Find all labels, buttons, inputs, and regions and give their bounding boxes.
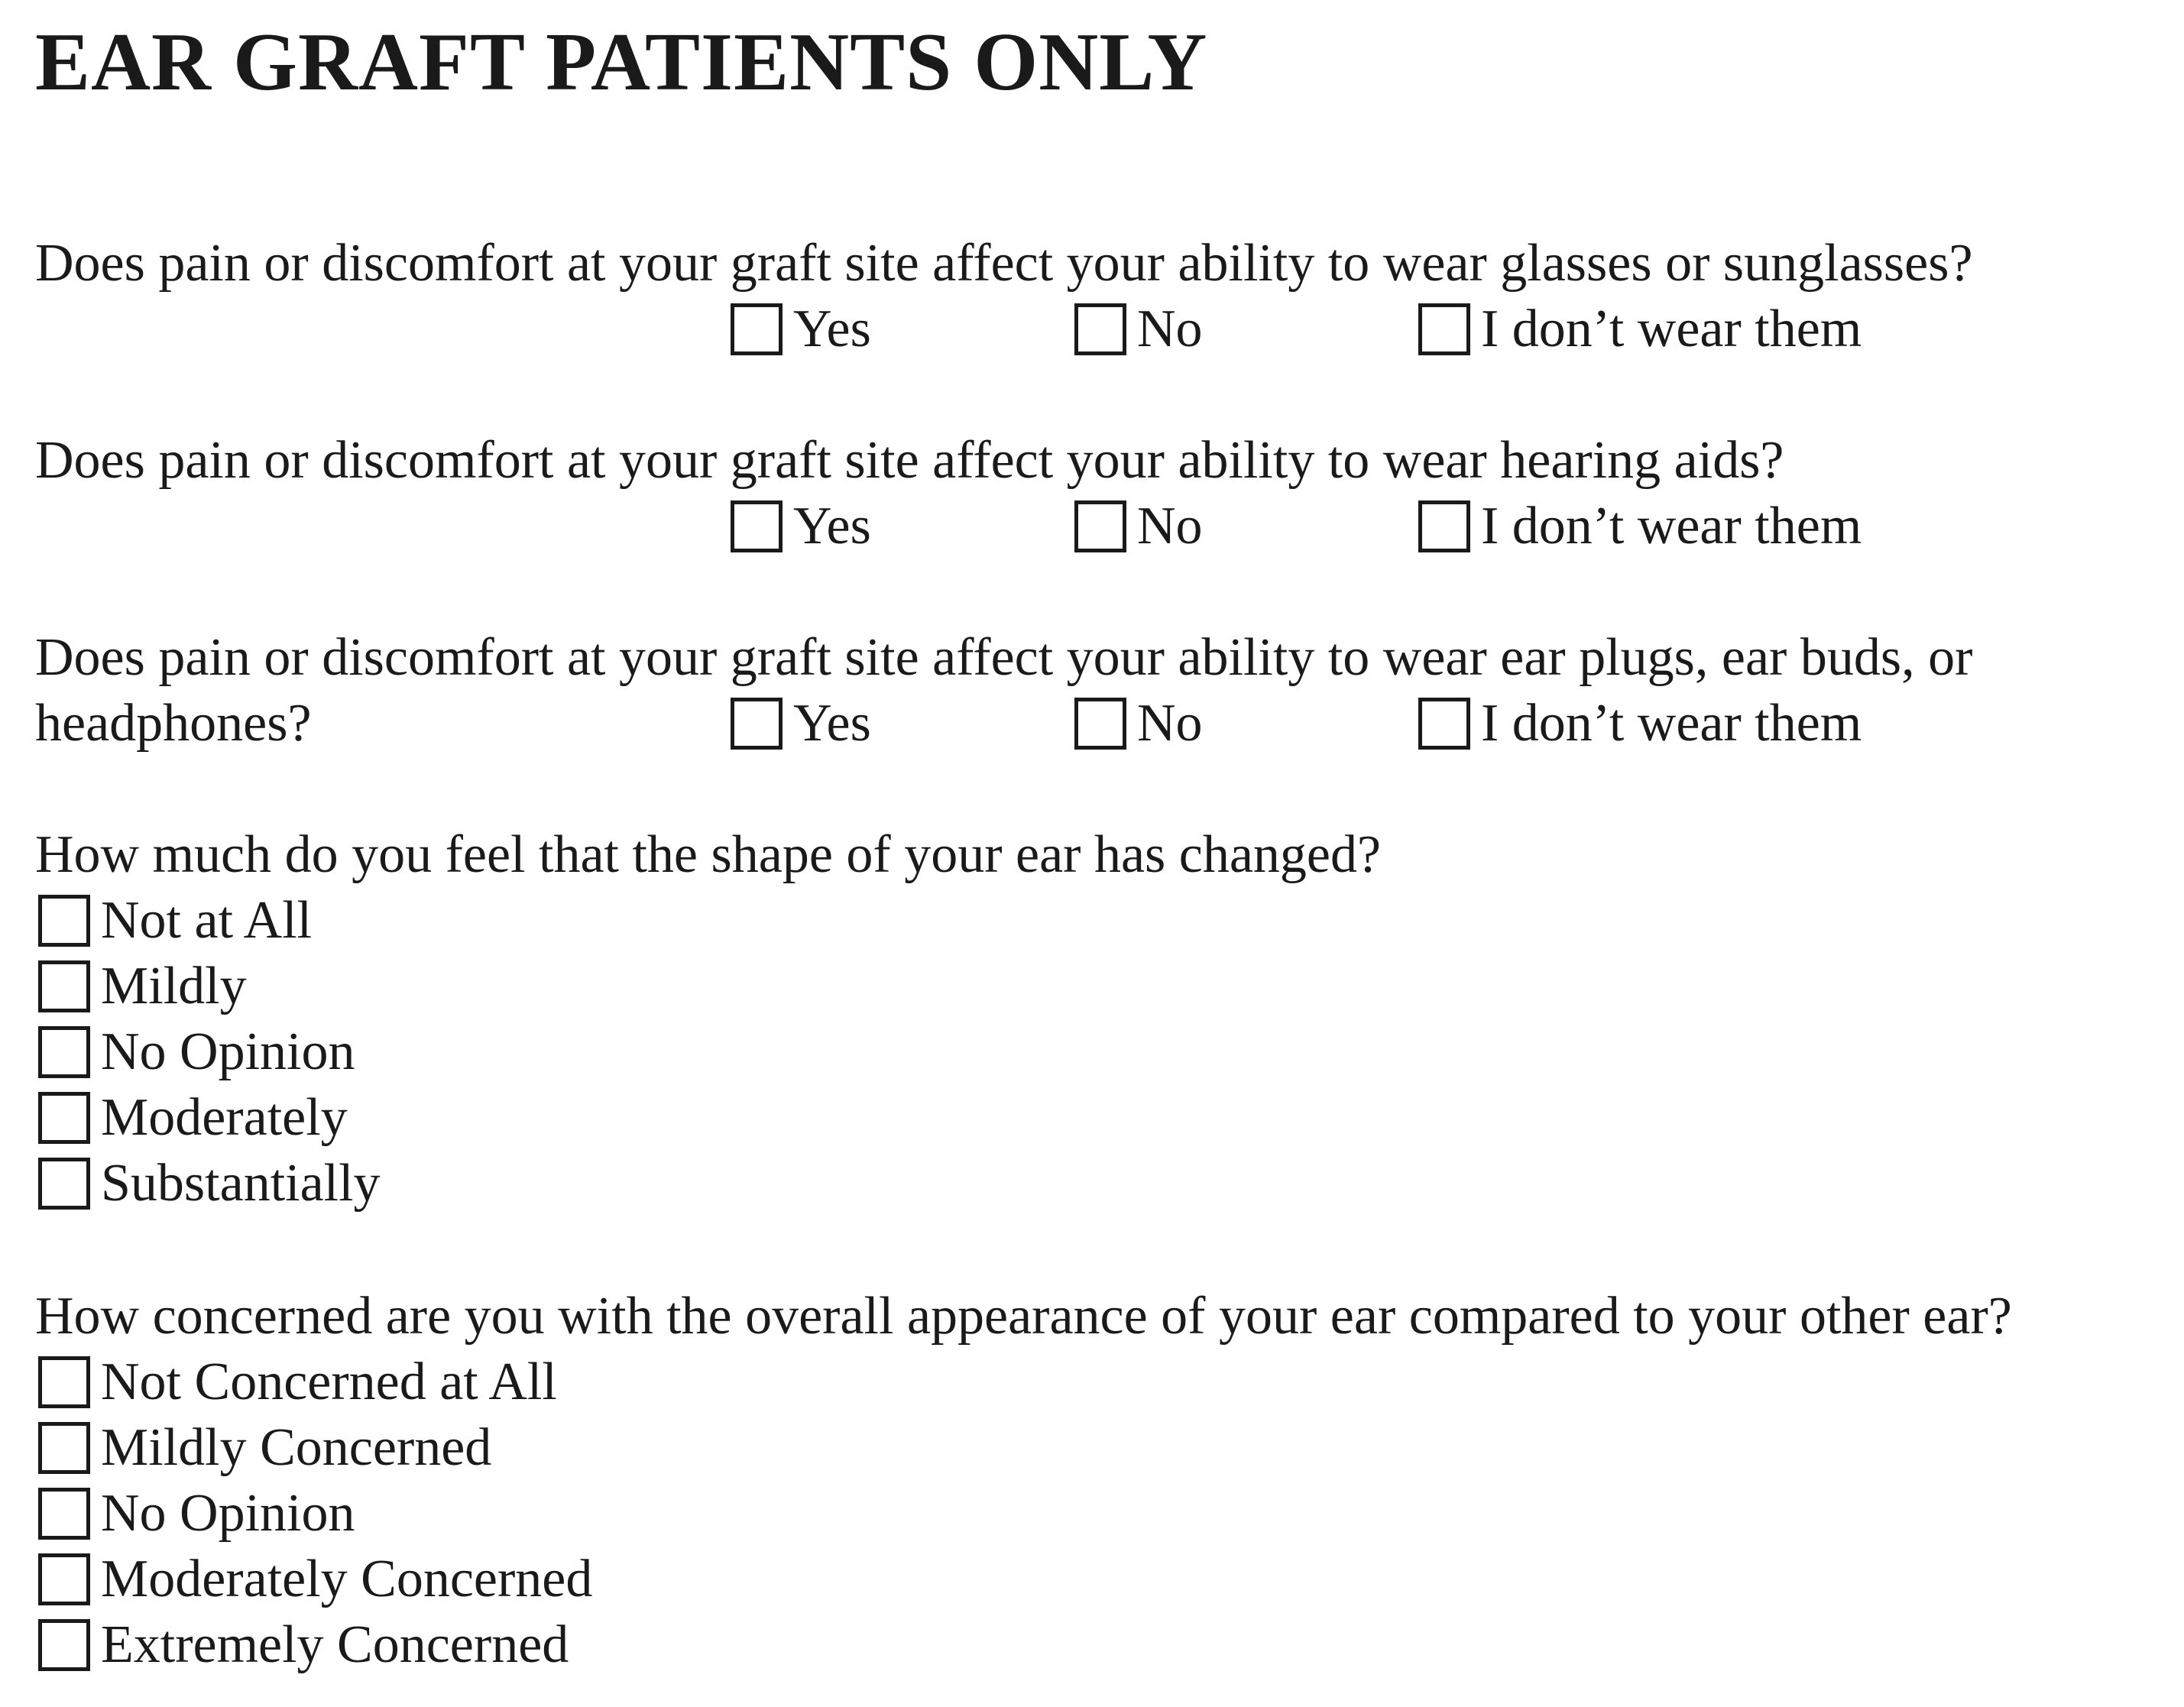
checkbox[interactable] xyxy=(38,960,90,1012)
option-label: No Opinion xyxy=(101,1022,355,1081)
option-label: Not at All xyxy=(101,891,313,950)
q1-option-yes[interactable] xyxy=(731,296,871,362)
checkbox[interactable] xyxy=(731,303,783,355)
option-label: Yes xyxy=(793,300,871,358)
checkbox[interactable] xyxy=(1418,698,1470,750)
q2-option-no[interactable] xyxy=(1074,494,1203,559)
option-label: No Opinion xyxy=(101,1484,355,1543)
question-ear-plugs-line2: headphones? xyxy=(35,694,312,753)
q3-option-no[interactable] xyxy=(1074,691,1203,756)
checkbox[interactable] xyxy=(1418,303,1470,355)
option-label: I don’t wear them xyxy=(1481,300,1862,358)
option-label: Mildly Concerned xyxy=(101,1418,492,1477)
checkbox[interactable] xyxy=(38,1422,90,1474)
q5-option-not-concerned[interactable] xyxy=(38,1349,557,1415)
question-ear-shape: How much do you feel that the shape of your ear has changed? xyxy=(35,825,1382,884)
q1-option-dont-wear[interactable] xyxy=(1418,296,1862,362)
checkbox[interactable] xyxy=(731,500,783,552)
checkbox[interactable] xyxy=(731,698,783,750)
option-label: Not Concerned at All xyxy=(101,1352,557,1411)
q5-option-mildly-concerned[interactable] xyxy=(38,1415,491,1481)
checkbox[interactable] xyxy=(38,1158,90,1210)
checkbox[interactable] xyxy=(38,1619,90,1671)
checkbox[interactable] xyxy=(38,1356,90,1408)
q2-option-dont-wear[interactable] xyxy=(1418,494,1862,559)
q3-option-yes[interactable] xyxy=(731,691,871,756)
checkbox[interactable] xyxy=(38,895,90,947)
q4-option-substantially[interactable] xyxy=(38,1151,381,1216)
option-label: No xyxy=(1137,300,1203,358)
option-label: Moderately Concerned xyxy=(101,1550,593,1608)
checkbox[interactable] xyxy=(1074,698,1126,750)
form-title: EAR GRAFT PATIENTS ONLY xyxy=(35,17,1208,108)
option-label: Yes xyxy=(793,694,871,753)
question-glasses: Does pain or discomfort at your graft site affect your ability to wear glasses or sunglasses? xyxy=(35,234,1973,293)
checkbox[interactable] xyxy=(1074,303,1126,355)
q3-option-dont-wear[interactable] xyxy=(1418,691,1862,756)
q2-option-yes[interactable] xyxy=(731,494,871,559)
option-label: No xyxy=(1137,694,1203,753)
q4-option-not-at-all[interactable] xyxy=(38,888,312,954)
option-label: I don’t wear them xyxy=(1481,694,1862,753)
question-ear-plugs-line1: Does pain or discomfort at your graft site affect your ability to wear ear plugs, ear buds, or xyxy=(35,628,1973,687)
checkbox[interactable] xyxy=(38,1488,90,1540)
option-label: Moderately xyxy=(101,1088,348,1147)
question-hearing-aids: Does pain or discomfort at your graft site affect your ability to wear hearing aids? xyxy=(35,431,1784,490)
option-label: Substantially xyxy=(101,1154,381,1213)
q5-option-no-opinion[interactable] xyxy=(38,1481,355,1547)
checkbox[interactable] xyxy=(1418,500,1470,552)
checkbox[interactable] xyxy=(38,1092,90,1144)
question-ear-appearance: How concerned are you with the overall appearance of your ear compared to your other ear? xyxy=(35,1287,2012,1346)
option-label: Mildly xyxy=(101,957,247,1015)
option-label: I don’t wear them xyxy=(1481,497,1862,556)
q5-option-moderately-concerned[interactable] xyxy=(38,1547,592,1612)
checkbox[interactable] xyxy=(38,1553,90,1605)
option-label: No xyxy=(1137,497,1203,556)
q4-option-no-opinion[interactable] xyxy=(38,1019,355,1085)
option-label: Yes xyxy=(793,497,871,556)
q5-option-extremely-concerned[interactable] xyxy=(38,1612,569,1678)
checkbox[interactable] xyxy=(1074,500,1126,552)
option-label: Extremely Concerned xyxy=(101,1615,569,1674)
q4-option-mildly[interactable] xyxy=(38,954,247,1019)
q1-option-no[interactable] xyxy=(1074,296,1203,362)
q4-option-moderately[interactable] xyxy=(38,1085,348,1151)
checkbox[interactable] xyxy=(38,1026,90,1078)
